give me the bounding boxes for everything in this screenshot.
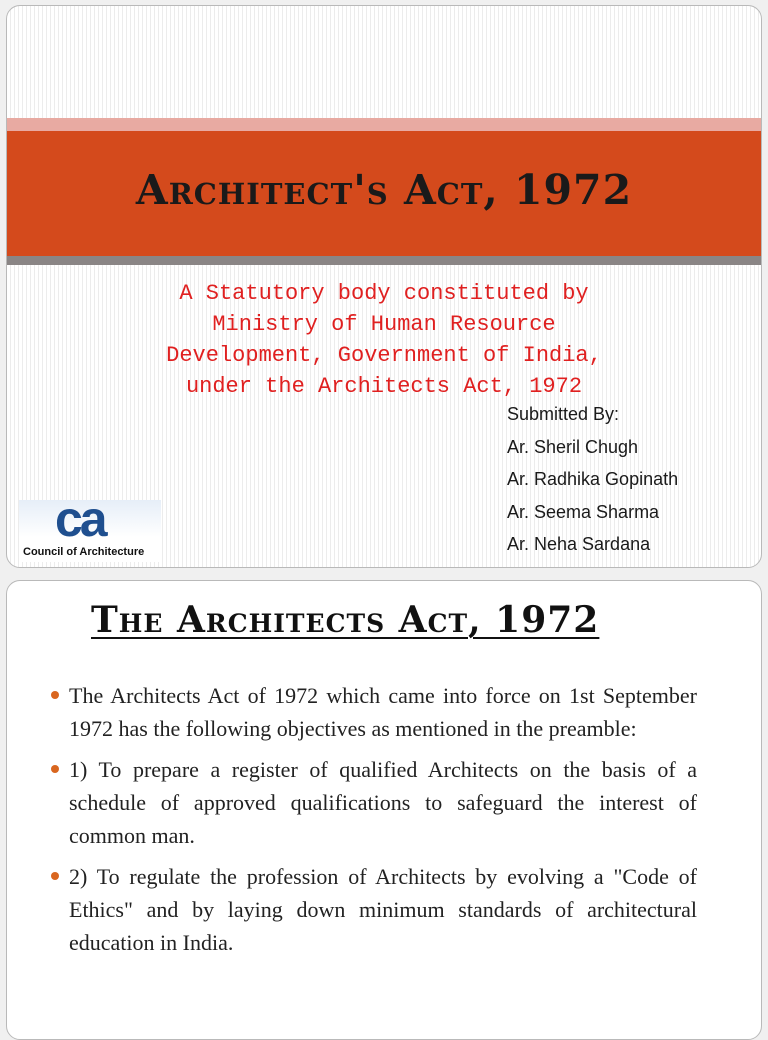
- slide-title: Architect's Act, 1972: [135, 166, 633, 214]
- subtitle-line: under the Architects Act, 1972: [185, 374, 583, 399]
- subtitle: [7, 278, 761, 402]
- content-slide: [6, 580, 762, 1040]
- bullet-text: The Architects Act of 1972 which came into force on 1st September 1972 has the following objectives as mentioned in the preamble:: [69, 683, 697, 741]
- bullet-text: 1) To prepare a register of qualified Architects on the basis of a schedule of approved qualifications to safeguard the interest of common man.: [69, 757, 697, 848]
- author-name: Ar. Radhika Gopinath: [507, 469, 679, 489]
- submitted-by-block: [507, 404, 678, 567]
- slide-heading: The Architects Act, 1972: [91, 599, 600, 641]
- bullet-dot-icon: [51, 765, 59, 773]
- submitted-by-label: Submitted By:: [507, 404, 620, 424]
- divider-band: [7, 256, 761, 265]
- subtitle-line: A Statutory body constituted by: [179, 281, 589, 306]
- bullet-item: [49, 753, 697, 852]
- logo-text: Council of Architecture: [23, 546, 145, 558]
- author-name: Ar. Seema Sharma: [507, 501, 660, 522]
- bullet-list: [49, 679, 697, 967]
- author-name: Ar. Sheril Chugh: [507, 436, 639, 457]
- accent-band: [7, 118, 761, 131]
- title-slide: [6, 5, 762, 568]
- bullet-text: 2) To regulate the profession of Architects by evolving a "Code of Ethics" and by laying down minimum standards of architectural education in India.: [69, 864, 697, 955]
- bullet-item: [49, 679, 697, 745]
- bullet-dot-icon: [51, 691, 59, 699]
- author-name: Ar. Neha Sardana: [507, 534, 651, 554]
- subtitle-line: Development, Government of India,: [166, 343, 602, 368]
- subtitle-line: Ministry of Human Resource: [212, 312, 556, 337]
- logo-mark: ca: [55, 491, 105, 547]
- bullet-dot-icon: [51, 872, 59, 880]
- council-of-architecture-logo: [19, 491, 161, 562]
- bullet-item: [49, 860, 697, 959]
